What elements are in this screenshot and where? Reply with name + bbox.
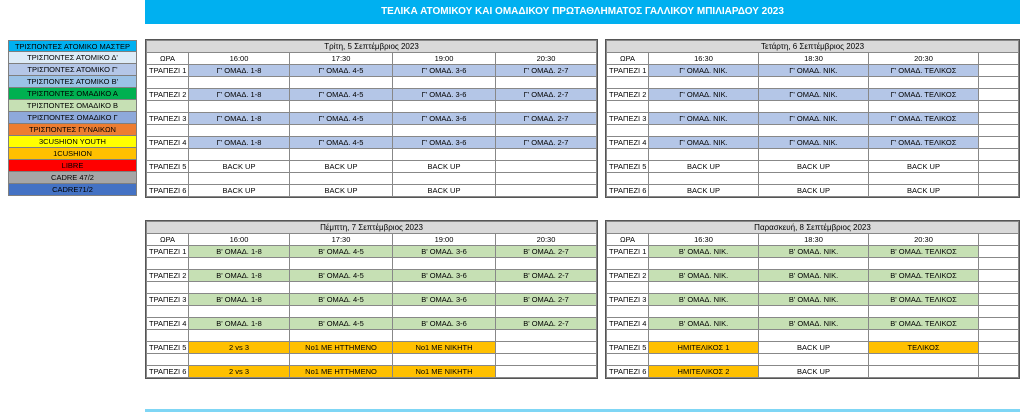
match-cell [496,342,597,354]
billiard-table-label: ΤΡΑΠΕΖΙ 5 [607,342,649,354]
match-cell: BACK UP [759,342,869,354]
match-cell: BACK UP [393,185,496,197]
match-cell: Γ' ΟΜΑΔ. 1-8 [189,113,290,125]
legend-item: CADRE71/2 [8,184,137,196]
match-cell: 2 vs 3 [189,366,290,378]
spacer-row [607,77,1019,89]
match-cell: Γ' ΟΜΑΔ. 2-7 [496,65,597,77]
match-cell [496,366,597,378]
match-cell: BACK UP [189,161,290,173]
match-cell: Β' ΟΜΑΔ. ΝΙΚ. [759,318,869,330]
match-cell: Β' ΟΜΑΔ. 2-7 [496,318,597,330]
billiard-table-label: ΤΡΑΠΕΖΙ 6 [147,185,189,197]
spacer-row [147,258,597,270]
spacer-row [607,354,1019,366]
table-row [607,185,1019,197]
match-cell: Νο1 ΜΕ ΗΤΤΗΜΕΝΟ [290,366,393,378]
billiard-table-label: ΤΡΑΠΕΖΙ 5 [607,161,649,173]
match-cell: BACK UP [290,185,393,197]
spacer-row [147,330,597,342]
match-cell [979,294,1019,306]
billiard-table-label: ΤΡΑΠΕΖΙ 6 [147,366,189,378]
match-cell: Β' ΟΜΑΔ. 4-5 [290,270,393,282]
match-cell: ΤΕΛΙΚΟΣ [869,342,979,354]
match-cell: Γ' ΟΜΑΔ. ΤΕΛΙΚΟΣ [869,65,979,77]
match-cell: Γ' ΟΜΑΔ. 4-5 [290,137,393,149]
day-schedule-friday [605,220,1020,379]
table-row [147,366,597,378]
match-cell: Γ' ΟΜΑΔ. 4-5 [290,65,393,77]
legend-item: LIBRE [8,160,137,172]
table-row [607,318,1019,330]
spacer-row [147,101,597,113]
schedule-table [146,221,597,378]
table-row [607,65,1019,77]
match-cell: Γ' ΟΜΑΔ. 2-7 [496,137,597,149]
spacer-row [147,149,597,161]
spacer-row [147,282,597,294]
schedule-table [606,40,1019,197]
match-cell: Β' ΟΜΑΔ. 2-7 [496,246,597,258]
billiard-table-label: ΤΡΑΠΕΖΙ 1 [147,65,189,77]
match-cell [869,366,979,378]
match-cell: BACK UP [290,161,393,173]
table-row [147,342,597,354]
billiard-table-label: ΤΡΑΠΕΖΙ 2 [607,270,649,282]
match-cell [979,366,1019,378]
hour-label: ΩΡΑ [607,53,649,65]
time-slot-header: 20:30 [496,234,597,246]
match-cell: Β' ΟΜΑΔ. ΤΕΛΙΚΟΣ [869,318,979,330]
table-row [147,270,597,282]
match-cell: Β' ΟΜΑΔ. ΤΕΛΙΚΟΣ [869,294,979,306]
billiard-table-label: ΤΡΑΠΕΖΙ 1 [147,246,189,258]
match-cell: ΗΜΙΤΕΛΙΚΟΣ 2 [649,366,759,378]
match-cell: Β' ΟΜΑΔ. 1-8 [189,246,290,258]
spacer-row [147,77,597,89]
table-row [147,161,597,173]
time-slot-header: 17:30 [290,234,393,246]
match-cell: Γ' ΟΜΑΔ. ΝΙΚ. [759,65,869,77]
billiard-table-label: ΤΡΑΠΕΖΙ 4 [607,318,649,330]
match-cell: Γ' ΟΜΑΔ. 1-8 [189,65,290,77]
spacer-row [147,354,597,366]
table-row [607,270,1019,282]
billiard-table-label: ΤΡΑΠΕΖΙ 3 [607,113,649,125]
spacer-row [607,306,1019,318]
time-slot-header: 18:30 [759,234,869,246]
legend-item: ΤΡΙΣΠΟΝΤΕΣ ΑΤΟΜΙΚΟ Β' [8,76,137,88]
match-cell [979,270,1019,282]
match-cell: Γ' ΟΜΑΔ. ΤΕΛΙΚΟΣ [869,89,979,101]
day-date: Παρασκευή, 8 Σεπτέμβριος 2023 [607,222,1019,234]
time-slot-header: 18:30 [759,53,869,65]
page-title: ΤΕΛΙΚΑ ΑΤΟΜΙΚΟΥ ΚΑΙ ΟΜΑΔΙΚΟΥ ΠΡΩΤΑΘΛΗΜΑΤΟΣ ΓΑΛΛΙΚΟΥ ΜΠΙΛΙΑΡΔΟΥ 2023 [145,0,1020,24]
category-legend [8,40,137,196]
legend-item: CADRE 47/2 [8,172,137,184]
match-cell: BACK UP [393,161,496,173]
billiard-table-label: ΤΡΑΠΕΖΙ 3 [147,113,189,125]
match-cell: Νο1 ΜΕ ΗΤΤΗΜΕΝΟ [290,342,393,354]
match-cell [979,161,1019,173]
match-cell: Νο1 ΜΕ ΝΙΚΗΤΗ [393,366,496,378]
time-slot-header [979,234,1019,246]
match-cell: Γ' ΟΜΑΔ. 3-6 [393,65,496,77]
table-row [147,89,597,101]
billiard-table-label: ΤΡΑΠΕΖΙ 6 [607,185,649,197]
match-cell: BACK UP [189,185,290,197]
match-cell [979,113,1019,125]
legend-item: ΤΡΙΣΠΟΝΤΕΣ ΟΜΑΔΙΚΟ Α [8,88,137,100]
table-row [607,294,1019,306]
match-cell: Β' ΟΜΑΔ. 4-5 [290,294,393,306]
table-row [607,246,1019,258]
match-cell [979,65,1019,77]
table-row [147,185,597,197]
legend-item: 3CUSHION YOUTH [8,136,137,148]
legend-item: ΤΡΙΣΠΟΝΤΕΣ ΟΜΑΔΙΚΟ Γ [8,112,137,124]
billiard-table-label: ΤΡΑΠΕΖΙ 1 [607,246,649,258]
match-cell: Β' ΟΜΑΔ. ΝΙΚ. [649,270,759,282]
table-row [607,89,1019,101]
match-cell: Β' ΟΜΑΔ. ΝΙΚ. [759,246,869,258]
match-cell: Β' ΟΜΑΔ. 4-5 [290,318,393,330]
spacer-row [607,258,1019,270]
time-slot-header: 20:30 [869,53,979,65]
spacer-row [147,173,597,185]
match-cell: Β' ΟΜΑΔ. 2-7 [496,270,597,282]
billiard-table-label: ΤΡΑΠΕΖΙ 3 [607,294,649,306]
match-cell: Β' ΟΜΑΔ. ΝΙΚ. [759,270,869,282]
match-cell [979,246,1019,258]
match-cell: Γ' ΟΜΑΔ. 1-8 [189,89,290,101]
match-cell: Γ' ΟΜΑΔ. ΝΙΚ. [649,113,759,125]
match-cell [979,342,1019,354]
spacer-row [607,330,1019,342]
match-cell: Γ' ΟΜΑΔ. ΝΙΚ. [759,113,869,125]
table-row [147,294,597,306]
billiard-table-label: ΤΡΑΠΕΖΙ 4 [147,137,189,149]
match-cell: BACK UP [759,366,869,378]
match-cell: BACK UP [759,161,869,173]
billiard-table-label: ΤΡΑΠΕΖΙ 4 [607,137,649,149]
match-cell: Γ' ΟΜΑΔ. ΝΙΚ. [649,65,759,77]
spacer-row [607,125,1019,137]
billiard-table-label: ΤΡΑΠΕΖΙ 2 [147,89,189,101]
match-cell: Γ' ΟΜΑΔ. 3-6 [393,89,496,101]
table-row [147,318,597,330]
time-slot-header: 16:00 [189,234,290,246]
match-cell: Β' ΟΜΑΔ. 1-8 [189,318,290,330]
spacer-row [607,173,1019,185]
match-cell [496,185,597,197]
match-cell: Β' ΟΜΑΔ. ΝΙΚ. [759,294,869,306]
day-date: Τετάρτη, 6 Σεπτέμβριος 2023 [607,41,1019,53]
match-cell: Β' ΟΜΑΔ. ΤΕΛΙΚΟΣ [869,246,979,258]
table-row [607,113,1019,125]
schedule-table [606,221,1019,378]
spacer-row [607,149,1019,161]
match-cell: Β' ΟΜΑΔ. 3-6 [393,246,496,258]
match-cell: 2 vs 3 [189,342,290,354]
match-cell: ΗΜΙΤΕΛΙΚΟΣ 1 [649,342,759,354]
match-cell [979,89,1019,101]
match-cell: Γ' ΟΜΑΔ. 3-6 [393,113,496,125]
time-slot-header: 16:30 [649,53,759,65]
legend-item: ΤΡΙΣΠΟΝΤΕΣ ΑΤΟΜΙΚΟ ΜΑΣΤΕΡ [8,40,137,52]
match-cell: Β' ΟΜΑΔ. 4-5 [290,246,393,258]
match-cell: Γ' ΟΜΑΔ. ΝΙΚ. [759,89,869,101]
billiard-table-label: ΤΡΑΠΕΖΙ 2 [147,270,189,282]
legend-item: ΤΡΙΣΠΟΝΤΕΣ ΟΜΑΔΙΚΟ Β [8,100,137,112]
table-row [147,246,597,258]
day-schedule-wednesday [605,39,1020,198]
billiard-table-label: ΤΡΑΠΕΖΙ 5 [147,342,189,354]
billiard-table-label: ΤΡΑΠΕΖΙ 6 [607,366,649,378]
match-cell [496,161,597,173]
hour-label: ΩΡΑ [607,234,649,246]
day-schedule-tuesday [145,39,598,198]
table-row [147,65,597,77]
time-slot-header: 20:30 [496,53,597,65]
time-slot-header: 16:00 [189,53,290,65]
match-cell: Γ' ΟΜΑΔ. ΤΕΛΙΚΟΣ [869,113,979,125]
match-cell: BACK UP [649,185,759,197]
match-cell: Γ' ΟΜΑΔ. 4-5 [290,113,393,125]
match-cell: Β' ΟΜΑΔ. ΝΙΚ. [649,318,759,330]
time-slot-header [979,53,1019,65]
match-cell: Γ' ΟΜΑΔ. 2-7 [496,89,597,101]
match-cell: Γ' ΟΜΑΔ. ΝΙΚ. [759,137,869,149]
match-cell: Γ' ΟΜΑΔ. 3-6 [393,137,496,149]
billiard-table-label: ΤΡΑΠΕΖΙ 3 [147,294,189,306]
billiard-table-label: ΤΡΑΠΕΖΙ 4 [147,318,189,330]
table-row [607,342,1019,354]
match-cell: Β' ΟΜΑΔ. ΤΕΛΙΚΟΣ [869,270,979,282]
match-cell: Γ' ΟΜΑΔ. ΝΙΚ. [649,137,759,149]
match-cell: Β' ΟΜΑΔ. ΝΙΚ. [649,294,759,306]
billiard-table-label: ΤΡΑΠΕΖΙ 2 [607,89,649,101]
match-cell: Γ' ΟΜΑΔ. 4-5 [290,89,393,101]
match-cell: Β' ΟΜΑΔ. ΝΙΚ. [649,246,759,258]
legend-item: ΤΡΙΣΠΟΝΤΕΣ ΑΤΟΜΙΚΟ Γ' [8,64,137,76]
legend-item: ΤΡΙΣΠΟΝΤΕΣ ΑΤΟΜΙΚΟ Δ' [8,52,137,64]
table-row [147,113,597,125]
day-date: Τρίτη, 5 Σεπτέμβριος 2023 [147,41,597,53]
bottom-divider [145,409,1020,412]
match-cell: Νο1 ΜΕ ΝΙΚΗΤΗ [393,342,496,354]
legend-item: ΤΡΙΣΠΟΝΤΕΣ ΓΥΝΑΙΚΩΝ [8,124,137,136]
match-cell [979,185,1019,197]
match-cell: BACK UP [869,185,979,197]
match-cell: Γ' ΟΜΑΔ. 2-7 [496,113,597,125]
match-cell: BACK UP [869,161,979,173]
match-cell [979,318,1019,330]
match-cell: BACK UP [759,185,869,197]
match-cell: Γ' ΟΜΑΔ. ΝΙΚ. [649,89,759,101]
spacer-row [147,125,597,137]
spacer-row [607,101,1019,113]
match-cell: BACK UP [649,161,759,173]
table-row [607,366,1019,378]
time-slot-header: 20:30 [869,234,979,246]
table-row [147,137,597,149]
time-slot-header: 16:30 [649,234,759,246]
match-cell: Β' ΟΜΑΔ. 3-6 [393,294,496,306]
spacer-row [147,306,597,318]
match-cell: Β' ΟΜΑΔ. 3-6 [393,318,496,330]
spacer-row [607,282,1019,294]
match-cell [979,137,1019,149]
time-slot-header: 19:00 [393,53,496,65]
hour-label: ΩΡΑ [147,234,189,246]
match-cell: Γ' ΟΜΑΔ. ΤΕΛΙΚΟΣ [869,137,979,149]
time-slot-header: 19:00 [393,234,496,246]
day-schedule-thursday [145,220,598,379]
match-cell: Β' ΟΜΑΔ. 1-8 [189,270,290,282]
time-slot-header: 17:30 [290,53,393,65]
match-cell: Γ' ΟΜΑΔ. 1-8 [189,137,290,149]
billiard-table-label: ΤΡΑΠΕΖΙ 1 [607,65,649,77]
hour-label: ΩΡΑ [147,53,189,65]
table-row [607,137,1019,149]
day-date: Πέμπτη, 7 Σεπτέμβριος 2023 [147,222,597,234]
match-cell: Β' ΟΜΑΔ. 2-7 [496,294,597,306]
match-cell: Β' ΟΜΑΔ. 3-6 [393,270,496,282]
billiard-table-label: ΤΡΑΠΕΖΙ 5 [147,161,189,173]
table-row [607,161,1019,173]
schedule-table [146,40,597,197]
legend-item: 1CUSHION [8,148,137,160]
match-cell: Β' ΟΜΑΔ. 1-8 [189,294,290,306]
